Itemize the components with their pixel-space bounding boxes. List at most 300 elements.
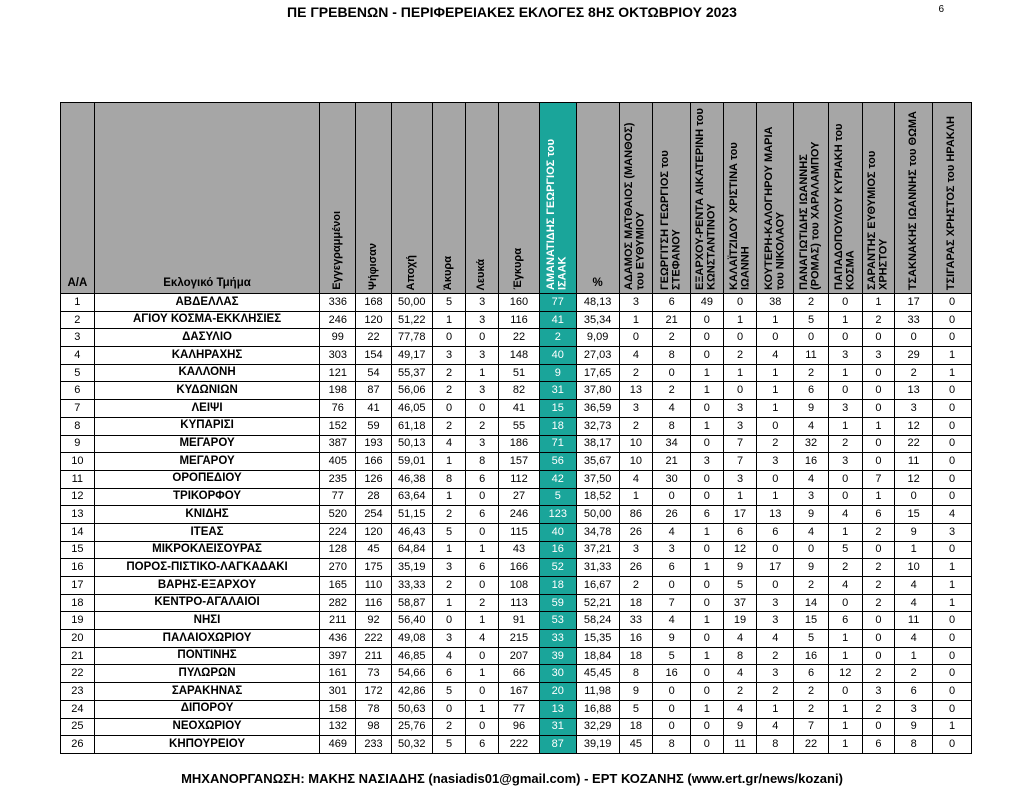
- cell-exarchou-renta: 0: [691, 541, 724, 559]
- cell-tsaknakis: 3: [895, 400, 933, 418]
- cell-aa: 1: [61, 294, 95, 312]
- cell-valid: 41: [499, 400, 540, 418]
- cell-amanatidis: 31: [539, 718, 576, 736]
- results-table: [60, 102, 972, 754]
- cell-invalid: 1: [432, 594, 466, 612]
- cell-percent: 48,13: [576, 294, 619, 312]
- cell-precinct: ΔΑΣΥΛΙΟ: [94, 329, 320, 347]
- cell-percent: 31,33: [576, 559, 619, 577]
- cell-papadopoulou: 4: [828, 506, 862, 524]
- cell-panagiotidis: 0: [794, 329, 829, 347]
- cell-blank: 2: [466, 594, 499, 612]
- cell-georgitsi: 0: [653, 577, 691, 595]
- cell-percent: 34,78: [576, 523, 619, 541]
- cell-voted: 154: [356, 347, 392, 365]
- cell-kouteri-kalogirou: 3: [757, 612, 794, 630]
- cell-adamos: 2: [619, 577, 653, 595]
- cell-precinct: ΠΟΡΟΣ-ΠΙΣΤΙΚΟ-ΛΑΓΚΑΔΑΚΙ: [94, 559, 320, 577]
- cell-blank: 0: [466, 647, 499, 665]
- cell-aa: 11: [61, 470, 95, 488]
- cell-panagiotidis: 4: [794, 523, 829, 541]
- cell-amanatidis: 30: [539, 665, 576, 683]
- cell-registered: 76: [320, 400, 356, 418]
- cell-sarantis: 0: [862, 647, 895, 665]
- cell-invalid: 5: [432, 736, 466, 754]
- cell-percent: 18,52: [576, 488, 619, 506]
- cell-precinct: ΠΑΛΑΙΟΧΩΡΙΟΥ: [94, 630, 320, 648]
- cell-valid: 108: [499, 577, 540, 595]
- cell-aa: 4: [61, 347, 95, 365]
- header-candidate-kouteri-kalogirou: ΚΟΥΤΕΡΗ-ΚΑΛΟΓΗΡΟΥ ΜΑΡΙΑ του ΝΙΚΟΛΑΟΥ: [757, 103, 794, 294]
- cell-kouteri-kalogirou: 2: [757, 647, 794, 665]
- cell-tsaknakis: 1: [895, 647, 933, 665]
- cell-tsaknakis: 22: [895, 435, 933, 453]
- cell-tsaknakis: 0: [895, 488, 933, 506]
- cell-papadopoulou: 1: [828, 736, 862, 754]
- cell-blank: 3: [466, 347, 499, 365]
- cell-papadopoulou: 3: [828, 400, 862, 418]
- cell-kalaitzidou: 4: [723, 665, 757, 683]
- cell-invalid: 4: [432, 435, 466, 453]
- cell-tsigaras: 0: [933, 382, 972, 400]
- cell-panagiotidis: 16: [794, 453, 829, 471]
- cell-sarantis: 1: [862, 417, 895, 435]
- cell-aa: 18: [61, 594, 95, 612]
- cell-valid: 22: [499, 329, 540, 347]
- cell-sarantis: 2: [862, 665, 895, 683]
- cell-aa: 3: [61, 329, 95, 347]
- cell-papadopoulou: 3: [828, 347, 862, 365]
- cell-tsaknakis: 33: [895, 311, 933, 329]
- cell-voted: 120: [356, 311, 392, 329]
- cell-papadopoulou: 0: [828, 382, 862, 400]
- cell-exarchou-renta: 0: [691, 400, 724, 418]
- header-aa: Α/Α: [61, 103, 95, 294]
- header-invalid: Άκυρα: [432, 103, 466, 294]
- cell-invalid: 6: [432, 665, 466, 683]
- cell-georgitsi: 0: [653, 700, 691, 718]
- cell-georgitsi: 8: [653, 347, 691, 365]
- cell-kalaitzidou: 8: [723, 647, 757, 665]
- cell-exarchou-renta: 1: [691, 559, 724, 577]
- cell-adamos: 45: [619, 736, 653, 754]
- cell-exarchou-renta: 0: [691, 488, 724, 506]
- cell-panagiotidis: 5: [794, 311, 829, 329]
- cell-voted: 222: [356, 630, 392, 648]
- cell-exarchou-renta: 1: [691, 700, 724, 718]
- cell-kalaitzidou: 3: [723, 417, 757, 435]
- cell-panagiotidis: 6: [794, 665, 829, 683]
- cell-papadopoulou: 5: [828, 541, 862, 559]
- cell-registered: 336: [320, 294, 356, 312]
- cell-exarchou-renta: 0: [691, 311, 724, 329]
- cell-georgitsi: 6: [653, 294, 691, 312]
- cell-papadopoulou: 12: [828, 665, 862, 683]
- cell-invalid: 2: [432, 417, 466, 435]
- cell-voted: 175: [356, 559, 392, 577]
- table-row: [61, 382, 972, 400]
- cell-percent: 32,73: [576, 417, 619, 435]
- cell-sarantis: 6: [862, 506, 895, 524]
- cell-papadopoulou: 1: [828, 630, 862, 648]
- cell-adamos: 0: [619, 329, 653, 347]
- cell-abstention: 58,87: [391, 594, 432, 612]
- cell-invalid: 2: [432, 506, 466, 524]
- cell-exarchou-renta: 1: [691, 647, 724, 665]
- cell-valid: 112: [499, 470, 540, 488]
- cell-abstention: 77,78: [391, 329, 432, 347]
- cell-sarantis: 0: [862, 382, 895, 400]
- cell-georgitsi: 8: [653, 736, 691, 754]
- cell-exarchou-renta: 0: [691, 577, 724, 595]
- cell-tsigaras: 0: [933, 541, 972, 559]
- cell-papadopoulou: 3: [828, 453, 862, 471]
- cell-papadopoulou: 0: [828, 683, 862, 701]
- cell-sarantis: 2: [862, 577, 895, 595]
- cell-registered: 246: [320, 311, 356, 329]
- cell-sarantis: 3: [862, 347, 895, 365]
- cell-aa: 17: [61, 577, 95, 595]
- cell-georgitsi: 2: [653, 382, 691, 400]
- cell-abstention: 64,84: [391, 541, 432, 559]
- cell-georgitsi: 7: [653, 594, 691, 612]
- cell-tsigaras: 1: [933, 347, 972, 365]
- header-candidate-amanatidis: ΑΜΑΝΑΤΙΔΗΣ ΓΕΩΡΓΙΟΣ του ΙΣΑΑΚ: [539, 103, 576, 294]
- cell-percent: 15,35: [576, 630, 619, 648]
- cell-voted: 92: [356, 612, 392, 630]
- cell-sarantis: 0: [862, 453, 895, 471]
- cell-amanatidis: 2: [539, 329, 576, 347]
- cell-kalaitzidou: 37: [723, 594, 757, 612]
- cell-kouteri-kalogirou: 0: [757, 417, 794, 435]
- cell-percent: 18,84: [576, 647, 619, 665]
- cell-valid: 55: [499, 417, 540, 435]
- cell-adamos: 4: [619, 347, 653, 365]
- cell-kouteri-kalogirou: 8: [757, 736, 794, 754]
- cell-voted: 59: [356, 417, 392, 435]
- cell-abstention: 55,37: [391, 364, 432, 382]
- cell-panagiotidis: 9: [794, 506, 829, 524]
- cell-tsigaras: 0: [933, 665, 972, 683]
- cell-kouteri-kalogirou: 3: [757, 665, 794, 683]
- cell-registered: 99: [320, 329, 356, 347]
- cell-valid: 116: [499, 311, 540, 329]
- cell-abstention: 46,85: [391, 647, 432, 665]
- cell-georgitsi: 8: [653, 417, 691, 435]
- cell-invalid: 2: [432, 718, 466, 736]
- cell-tsigaras: 0: [933, 435, 972, 453]
- cell-blank: 6: [466, 470, 499, 488]
- cell-registered: 520: [320, 506, 356, 524]
- cell-precinct: ΠΥΛΩΡΩΝ: [94, 665, 320, 683]
- header-candidate-georgitsi: ΓΕΩΡΓΙΤΣΗ ΓΕΩΡΓΙΟΣ του ΣΤΕΦΑΝΟΥ: [653, 103, 691, 294]
- cell-abstention: 46,43: [391, 523, 432, 541]
- table-row: [61, 364, 972, 382]
- cell-abstention: 56,06: [391, 382, 432, 400]
- cell-amanatidis: 40: [539, 347, 576, 365]
- cell-percent: 16,67: [576, 577, 619, 595]
- cell-precinct: ΜΕΓΑΡΟΥ: [94, 435, 320, 453]
- cell-blank: 1: [466, 364, 499, 382]
- cell-invalid: 1: [432, 453, 466, 471]
- cell-panagiotidis: 6: [794, 382, 829, 400]
- cell-tsaknakis: 13: [895, 382, 933, 400]
- cell-georgitsi: 0: [653, 488, 691, 506]
- cell-kouteri-kalogirou: 3: [757, 453, 794, 471]
- cell-blank: 0: [466, 329, 499, 347]
- cell-panagiotidis: 3: [794, 488, 829, 506]
- cell-kalaitzidou: 4: [723, 630, 757, 648]
- cell-georgitsi: 34: [653, 435, 691, 453]
- cell-invalid: 3: [432, 630, 466, 648]
- cell-blank: 6: [466, 559, 499, 577]
- cell-precinct: ΚΑΛΗΡΑΧΗΣ: [94, 347, 320, 365]
- cell-percent: 27,03: [576, 347, 619, 365]
- cell-papadopoulou: 1: [828, 417, 862, 435]
- cell-papadopoulou: 0: [828, 329, 862, 347]
- cell-adamos: 1: [619, 311, 653, 329]
- cell-tsaknakis: 8: [895, 736, 933, 754]
- cell-tsaknakis: 1: [895, 541, 933, 559]
- cell-panagiotidis: 0: [794, 541, 829, 559]
- cell-voted: 211: [356, 647, 392, 665]
- cell-exarchou-renta: 0: [691, 329, 724, 347]
- cell-sarantis: 2: [862, 700, 895, 718]
- cell-exarchou-renta: 49: [691, 294, 724, 312]
- cell-georgitsi: 4: [653, 612, 691, 630]
- cell-aa: 7: [61, 400, 95, 418]
- cell-kalaitzidou: 17: [723, 506, 757, 524]
- cell-abstention: 42,86: [391, 683, 432, 701]
- table-row: [61, 647, 972, 665]
- cell-aa: 16: [61, 559, 95, 577]
- cell-aa: 13: [61, 506, 95, 524]
- cell-exarchou-renta: 0: [691, 665, 724, 683]
- cell-valid: 27: [499, 488, 540, 506]
- cell-tsaknakis: 12: [895, 417, 933, 435]
- cell-exarchou-renta: 6: [691, 506, 724, 524]
- cell-tsaknakis: 4: [895, 630, 933, 648]
- cell-aa: 12: [61, 488, 95, 506]
- table-row: [61, 311, 972, 329]
- cell-georgitsi: 3: [653, 541, 691, 559]
- cell-sarantis: 0: [862, 329, 895, 347]
- cell-georgitsi: 9: [653, 630, 691, 648]
- cell-aa: 22: [61, 665, 95, 683]
- cell-sarantis: 2: [862, 594, 895, 612]
- cell-exarchou-renta: 0: [691, 470, 724, 488]
- cell-kouteri-kalogirou: 2: [757, 683, 794, 701]
- cell-adamos: 3: [619, 400, 653, 418]
- cell-panagiotidis: 2: [794, 683, 829, 701]
- cell-amanatidis: 77: [539, 294, 576, 312]
- cell-adamos: 10: [619, 435, 653, 453]
- cell-blank: 1: [466, 700, 499, 718]
- cell-adamos: 5: [619, 700, 653, 718]
- cell-registered: 132: [320, 718, 356, 736]
- cell-panagiotidis: 14: [794, 594, 829, 612]
- cell-sarantis: 0: [862, 400, 895, 418]
- cell-sarantis: 0: [862, 364, 895, 382]
- cell-invalid: 5: [432, 294, 466, 312]
- cell-registered: 303: [320, 347, 356, 365]
- cell-precinct: ΜΕΓΑΡΟΥ: [94, 453, 320, 471]
- cell-tsigaras: 0: [933, 453, 972, 471]
- cell-adamos: 26: [619, 559, 653, 577]
- cell-panagiotidis: 16: [794, 647, 829, 665]
- cell-panagiotidis: 4: [794, 470, 829, 488]
- cell-percent: 37,21: [576, 541, 619, 559]
- cell-abstention: 35,19: [391, 559, 432, 577]
- cell-abstention: 50,00: [391, 294, 432, 312]
- cell-abstention: 46,05: [391, 400, 432, 418]
- header-candidate-kalaitzidou: ΚΑΛΑΪΤΖΙΔΟΥ ΧΡΙΣΤΙΝΑ του ΙΩΑΝΝΗ: [723, 103, 757, 294]
- cell-registered: 77: [320, 488, 356, 506]
- cell-amanatidis: 13: [539, 700, 576, 718]
- cell-registered: 152: [320, 417, 356, 435]
- table-row: [61, 630, 972, 648]
- cell-kalaitzidou: 5: [723, 577, 757, 595]
- cell-georgitsi: 4: [653, 400, 691, 418]
- cell-sarantis: 1: [862, 294, 895, 312]
- table-row: [61, 400, 972, 418]
- cell-adamos: 18: [619, 594, 653, 612]
- cell-exarchou-renta: 1: [691, 523, 724, 541]
- cell-voted: 45: [356, 541, 392, 559]
- table-row: [61, 453, 972, 471]
- cell-tsigaras: 0: [933, 736, 972, 754]
- cell-tsaknakis: 4: [895, 577, 933, 595]
- cell-voted: 87: [356, 382, 392, 400]
- cell-percent: 11,98: [576, 683, 619, 701]
- cell-exarchou-renta: 0: [691, 594, 724, 612]
- cell-tsigaras: 0: [933, 400, 972, 418]
- cell-kalaitzidou: 7: [723, 453, 757, 471]
- cell-registered: 436: [320, 630, 356, 648]
- cell-georgitsi: 21: [653, 453, 691, 471]
- cell-voted: 98: [356, 718, 392, 736]
- cell-abstention: 50,32: [391, 736, 432, 754]
- cell-kouteri-kalogirou: 0: [757, 541, 794, 559]
- cell-sarantis: 3: [862, 683, 895, 701]
- cell-tsaknakis: 17: [895, 294, 933, 312]
- cell-exarchou-renta: 3: [691, 453, 724, 471]
- cell-voted: 78: [356, 700, 392, 718]
- cell-abstention: 49,08: [391, 630, 432, 648]
- table-row: [61, 665, 972, 683]
- cell-invalid: 3: [432, 559, 466, 577]
- cell-tsaknakis: 15: [895, 506, 933, 524]
- cell-voted: 28: [356, 488, 392, 506]
- cell-papadopoulou: 1: [828, 523, 862, 541]
- cell-invalid: 1: [432, 541, 466, 559]
- cell-valid: 51: [499, 364, 540, 382]
- cell-sarantis: 0: [862, 435, 895, 453]
- cell-kalaitzidou: 0: [723, 294, 757, 312]
- header-candidate-sarantis: ΣΑΡΑΝΤΗΣ ΕΥΘΥΜΙΟΣ του ΧΡΗΣΤΟΥ: [862, 103, 895, 294]
- cell-adamos: 9: [619, 683, 653, 701]
- cell-kalaitzidou: 1: [723, 311, 757, 329]
- cell-amanatidis: 42: [539, 470, 576, 488]
- cell-kouteri-kalogirou: 13: [757, 506, 794, 524]
- cell-voted: 233: [356, 736, 392, 754]
- cell-blank: 0: [466, 718, 499, 736]
- cell-papadopoulou: 0: [828, 470, 862, 488]
- cell-percent: 9,09: [576, 329, 619, 347]
- cell-valid: 96: [499, 718, 540, 736]
- table-row: [61, 541, 972, 559]
- cell-invalid: 0: [432, 700, 466, 718]
- cell-adamos: 33: [619, 612, 653, 630]
- cell-kouteri-kalogirou: 17: [757, 559, 794, 577]
- cell-kalaitzidou: 3: [723, 400, 757, 418]
- cell-percent: 38,17: [576, 435, 619, 453]
- cell-precinct: ΚΥΔΩΝΙΩΝ: [94, 382, 320, 400]
- cell-panagiotidis: 9: [794, 559, 829, 577]
- cell-sarantis: 6: [862, 736, 895, 754]
- cell-precinct: ΚΑΛΛΟΝΗ: [94, 364, 320, 382]
- cell-kalaitzidou: 2: [723, 683, 757, 701]
- cell-kalaitzidou: 1: [723, 488, 757, 506]
- cell-kalaitzidou: 3: [723, 470, 757, 488]
- table-row: [61, 435, 972, 453]
- cell-aa: 10: [61, 453, 95, 471]
- cell-valid: 82: [499, 382, 540, 400]
- document-title: ΠΕ ΓΡΕΒΕΝΩΝ - ΠΕΡΙΦΕΡΕΙΑΚΕΣ ΕΚΛΟΓΕΣ 8ΗΣ ΟΚΤΩΒΡΙΟΥ 2023: [287, 4, 737, 20]
- cell-voted: 22: [356, 329, 392, 347]
- table-row: [61, 612, 972, 630]
- cell-invalid: 2: [432, 364, 466, 382]
- cell-percent: 37,80: [576, 382, 619, 400]
- cell-valid: 166: [499, 559, 540, 577]
- cell-panagiotidis: 2: [794, 294, 829, 312]
- cell-kalaitzidou: 6: [723, 523, 757, 541]
- table-row: [61, 559, 972, 577]
- cell-precinct: ΜΙΚΡΟΚΛΕΙΣΟΥΡΑΣ: [94, 541, 320, 559]
- cell-adamos: 18: [619, 718, 653, 736]
- cell-aa: 5: [61, 364, 95, 382]
- table-row: [61, 718, 972, 736]
- cell-papadopoulou: 0: [828, 294, 862, 312]
- cell-precinct: ΚΝΙΔΗΣ: [94, 506, 320, 524]
- cell-valid: 113: [499, 594, 540, 612]
- cell-kouteri-kalogirou: 38: [757, 294, 794, 312]
- cell-kalaitzidou: 0: [723, 382, 757, 400]
- cell-tsigaras: 0: [933, 612, 972, 630]
- cell-georgitsi: 0: [653, 364, 691, 382]
- cell-panagiotidis: 2: [794, 577, 829, 595]
- cell-registered: 224: [320, 523, 356, 541]
- cell-valid: 222: [499, 736, 540, 754]
- cell-aa: 14: [61, 523, 95, 541]
- cell-tsaknakis: 4: [895, 594, 933, 612]
- cell-valid: 66: [499, 665, 540, 683]
- cell-precinct: ΝΕΟΧΩΡΙΟΥ: [94, 718, 320, 736]
- cell-tsigaras: 0: [933, 700, 972, 718]
- cell-tsigaras: 0: [933, 329, 972, 347]
- table-body: [61, 294, 972, 754]
- cell-aa: 20: [61, 630, 95, 648]
- cell-percent: 52,21: [576, 594, 619, 612]
- cell-aa: 26: [61, 736, 95, 754]
- cell-kouteri-kalogirou: 1: [757, 311, 794, 329]
- header-valid: Έγκυρα: [499, 103, 540, 294]
- cell-tsigaras: 1: [933, 364, 972, 382]
- cell-sarantis: 2: [862, 523, 895, 541]
- cell-registered: 397: [320, 647, 356, 665]
- cell-abstention: 56,40: [391, 612, 432, 630]
- cell-registered: 282: [320, 594, 356, 612]
